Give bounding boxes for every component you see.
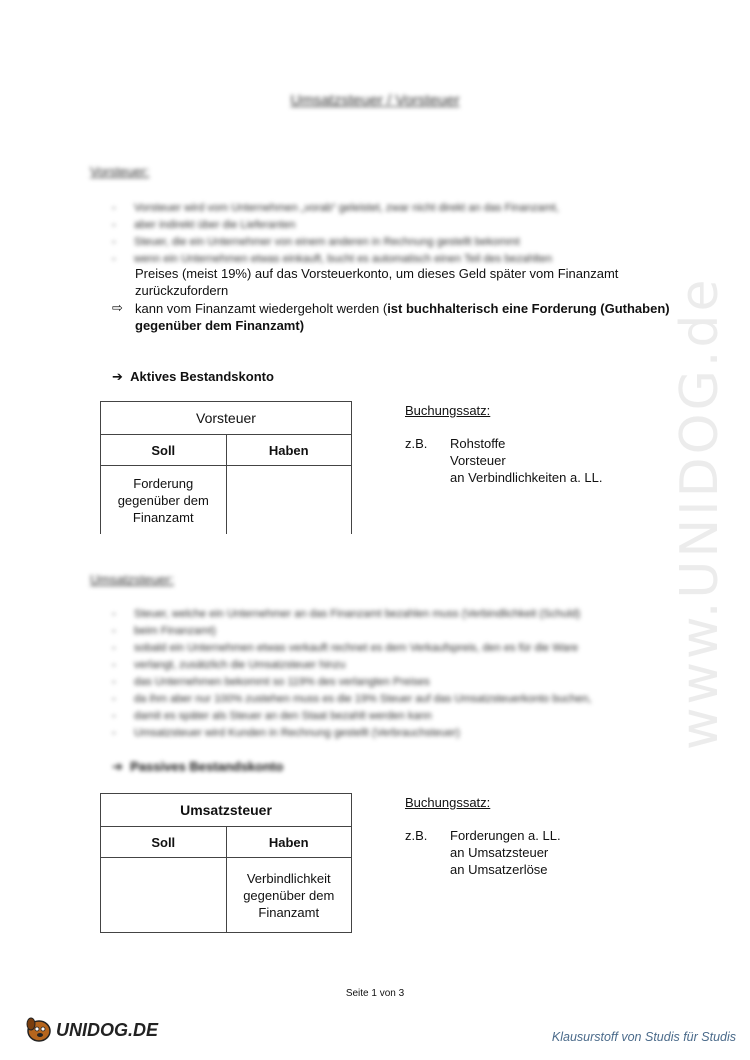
soll-entry: [101, 858, 227, 933]
buchungssatz-label: Buchungssatz:: [405, 403, 491, 418]
umsatzsteuer-t-account: [100, 793, 352, 933]
soll-header: Soll: [101, 435, 227, 466]
arrow-right-icon: ➔: [112, 369, 123, 384]
zb-label: z.B.: [405, 828, 428, 843]
soll-entry: Forderung gegenüber dem Finanzamt: [101, 466, 227, 535]
konto-type: Aktives Bestandskonto: [130, 369, 274, 384]
haben-header: Haben: [226, 827, 352, 858]
vorsteuer-arrow-text: kann vom Finanzamt wiedergeholt werden (ist buchhalterisch eine Forderung (Guthaben) gegenüber dem Finanzamt): [135, 301, 670, 333]
vorsteuer-t-account: [100, 401, 352, 534]
soll-header: Soll: [101, 827, 227, 858]
vorsteuer-bullets: [112, 200, 652, 268]
umsatzsteuer-heading: Umsatzsteuer:: [90, 572, 174, 587]
konto-type: Passives Bestandskonto: [130, 759, 284, 774]
list-item: - wenn ein Unternehmen etwas einkauft, bucht es automatisch einen Teil des bezahlten: [112, 251, 652, 268]
buchungssatz-lines: Rohstoffe Vorsteuer an Verbindlichkeiten a. LL.: [450, 436, 603, 485]
konto-name: Umsatzsteuer: [101, 794, 352, 827]
haben-entry: Verbindlichkeit gegenüber dem Finanzamt: [226, 858, 352, 933]
buchungssatz-lines: Forderungen a. LL. an Umsatzsteuer an Umsatzerlöse: [450, 828, 561, 877]
list-item: - Steuer, welche ein Unternehmer an das Finanzamt bezahlen muss (Verbindlichkeit (Schuld): [112, 606, 660, 623]
page-number: Seite 1 von 3: [345, 988, 405, 999]
watermark: www.UNIDOG.de: [670, 276, 730, 750]
buchungssatz-label: Buchungssatz:: [405, 795, 491, 810]
arrow-right-icon: ➔: [112, 759, 123, 774]
list-item: - das Unternehmen bekommt so 119% des verlangten Preises: [112, 674, 660, 691]
list-item: - sobald ein Unternehmen etwas verkauft rechnet es dem Verkaufspreis, den es für die Ware: [112, 640, 660, 657]
tagline: Klausurstoff von Studis für Studis: [551, 1030, 736, 1044]
haben-entry: [226, 466, 352, 535]
list-item: - aber indirekt über die Lieferanten: [112, 217, 652, 234]
umsatzsteuer-bullets: [112, 606, 660, 742]
konto-name: Vorsteuer: [101, 402, 352, 435]
konto-type-row: [112, 758, 283, 775]
list-item: - damit es später als Steuer an den Staat bezahlt werden kann: [112, 708, 660, 725]
vorsteuer-heading: Vorsteuer:: [90, 164, 150, 179]
list-item: - Vorsteuer wird vom Unternehmen „vorab“ geleistet, zwar nicht direkt an das Finanzamt,: [112, 200, 652, 217]
list-item: - beim Finanzamt): [112, 623, 660, 640]
page-title: Umsatzsteuer / Vorsteuer: [290, 92, 460, 109]
list-item: - verlangt, zusätzlich die Umsatzsteuer hinzu: [112, 657, 660, 674]
list-item: - Steuer, die ein Unternehmer von einem anderen in Rechnung gestellt bekommt: [112, 234, 652, 251]
dog-logo-icon: [24, 1014, 54, 1044]
list-item: - Umsatzsteuer wird Kunden in Rechnung gestellt (Verbrauchsteuer): [112, 725, 660, 742]
zb-label: z.B.: [405, 436, 428, 451]
list-item: - da ihm aber nur 100% zustehen muss es die 19% Steuer auf das Umsatzsteuerkonto buchen,: [112, 691, 660, 708]
konto-type-row: [112, 368, 274, 385]
logo-text: UNIDOG.DE: [56, 1020, 159, 1040]
vorsteuer-bullet-continuation: Preises (meist 19%) auf das Vorsteuerkonto, um dieses Geld später vom Finanzamt zurückzufordern: [135, 266, 619, 298]
arrow-icon: ⇨: [112, 300, 123, 315]
haben-header: Haben: [226, 435, 352, 466]
